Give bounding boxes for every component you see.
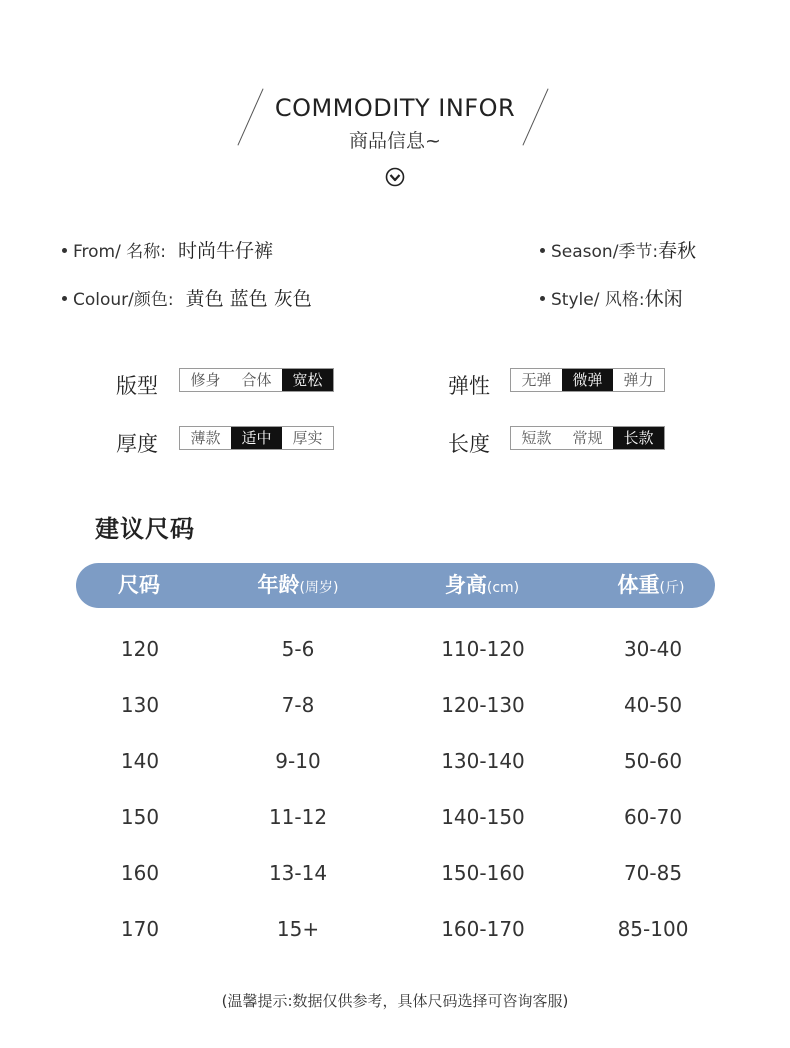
table-cell: 7-8 <box>281 693 315 717</box>
table-cell: 15+ <box>276 917 320 941</box>
header-age <box>208 563 388 608</box>
footnote: (温馨提示:数据仅供参考，具体尺码选择可咨询客服) <box>221 992 569 1010</box>
name-label: From/ 名称: <box>73 242 166 262</box>
bullet-icon <box>540 248 545 253</box>
fit-option: 合体 <box>241 371 272 389</box>
header-age-unit: (周岁) <box>299 580 339 596</box>
header-weight <box>561 563 741 608</box>
fit-label: 版型 <box>116 374 158 398</box>
table-cell: 50-60 <box>623 749 683 773</box>
elasticity-option: 微弹 <box>562 369 613 391</box>
fit-option: 修身 <box>190 371 221 389</box>
thickness-option: 薄款 <box>190 429 221 447</box>
table-cell: 5-6 <box>281 637 315 661</box>
elasticity-scale <box>510 368 665 392</box>
header-height <box>392 563 572 608</box>
bullet-icon <box>62 248 67 253</box>
table-cell: 160 <box>120 861 160 885</box>
length-option: 短款 <box>521 429 552 447</box>
table-cell: 140 <box>120 749 160 773</box>
colour-label: Colour/颜色: <box>73 290 174 310</box>
table-cell: 130-140 <box>441 749 525 773</box>
size-table-header <box>76 563 715 608</box>
table-cell: 120-130 <box>441 693 525 717</box>
elasticity-option: 弹力 <box>623 371 654 389</box>
section-title-en: COMMODITY INFOR <box>274 94 516 122</box>
table-cell: 85-100 <box>617 917 689 941</box>
header-height-unit: (cm) <box>486 580 520 596</box>
thickness-label: 厚度 <box>116 432 158 456</box>
style-value: 休闲 <box>644 288 683 310</box>
bullet-icon <box>540 296 545 301</box>
table-cell: 40-50 <box>623 693 683 717</box>
info-name <box>62 236 273 263</box>
table-cell: 160-170 <box>441 917 525 941</box>
name-value: 时尚牛仔裤 <box>177 240 273 262</box>
table-cell: 13-14 <box>268 861 328 885</box>
season-value: 春秋 <box>658 240 697 262</box>
table-cell: 140-150 <box>441 805 525 829</box>
bullet-icon <box>62 296 67 301</box>
table-cell: 11-12 <box>268 805 328 829</box>
fit-scale <box>179 368 334 392</box>
info-style <box>540 284 683 311</box>
length-option: 长款 <box>613 427 664 449</box>
fit-option: 宽松 <box>282 369 333 391</box>
header-age-main: 年龄 <box>257 573 300 597</box>
colour-value: 黄色 蓝色 灰色 <box>185 288 312 310</box>
thickness-scale <box>179 426 334 450</box>
elasticity-option: 无弹 <box>521 371 552 389</box>
header-height-main: 身高 <box>444 573 487 597</box>
table-cell: 60-70 <box>623 805 683 829</box>
length-option: 常规 <box>572 429 603 447</box>
elasticity-label: 弹性 <box>448 374 490 398</box>
table-cell: 9-10 <box>275 749 321 773</box>
section-title-zh: 商品信息~ <box>349 130 441 152</box>
table-cell: 120 <box>120 637 160 661</box>
header-size <box>79 563 199 608</box>
thickness-option: 适中 <box>231 427 282 449</box>
length-scale <box>510 426 665 450</box>
table-cell: 30-40 <box>623 637 683 661</box>
chevron-down-circle-icon <box>385 167 405 187</box>
header-size-main: 尺码 <box>118 573 160 597</box>
length-label: 长度 <box>448 432 490 456</box>
table-cell: 170 <box>120 917 160 941</box>
info-colour <box>62 284 312 311</box>
size-table-title: 建议尺码 <box>95 515 195 543</box>
header-weight-unit: (斤) <box>659 580 685 596</box>
table-cell: 130 <box>120 693 160 717</box>
info-season <box>540 236 696 263</box>
header-weight-main: 体重 <box>617 573 660 597</box>
thickness-option: 厚实 <box>292 429 323 447</box>
table-cell: 150 <box>120 805 160 829</box>
table-cell: 70-85 <box>623 861 683 885</box>
table-cell: 150-160 <box>441 861 525 885</box>
style-label: Style/ 风格: <box>551 290 645 310</box>
season-label: Season/季节: <box>551 242 659 262</box>
table-cell: 110-120 <box>441 637 525 661</box>
